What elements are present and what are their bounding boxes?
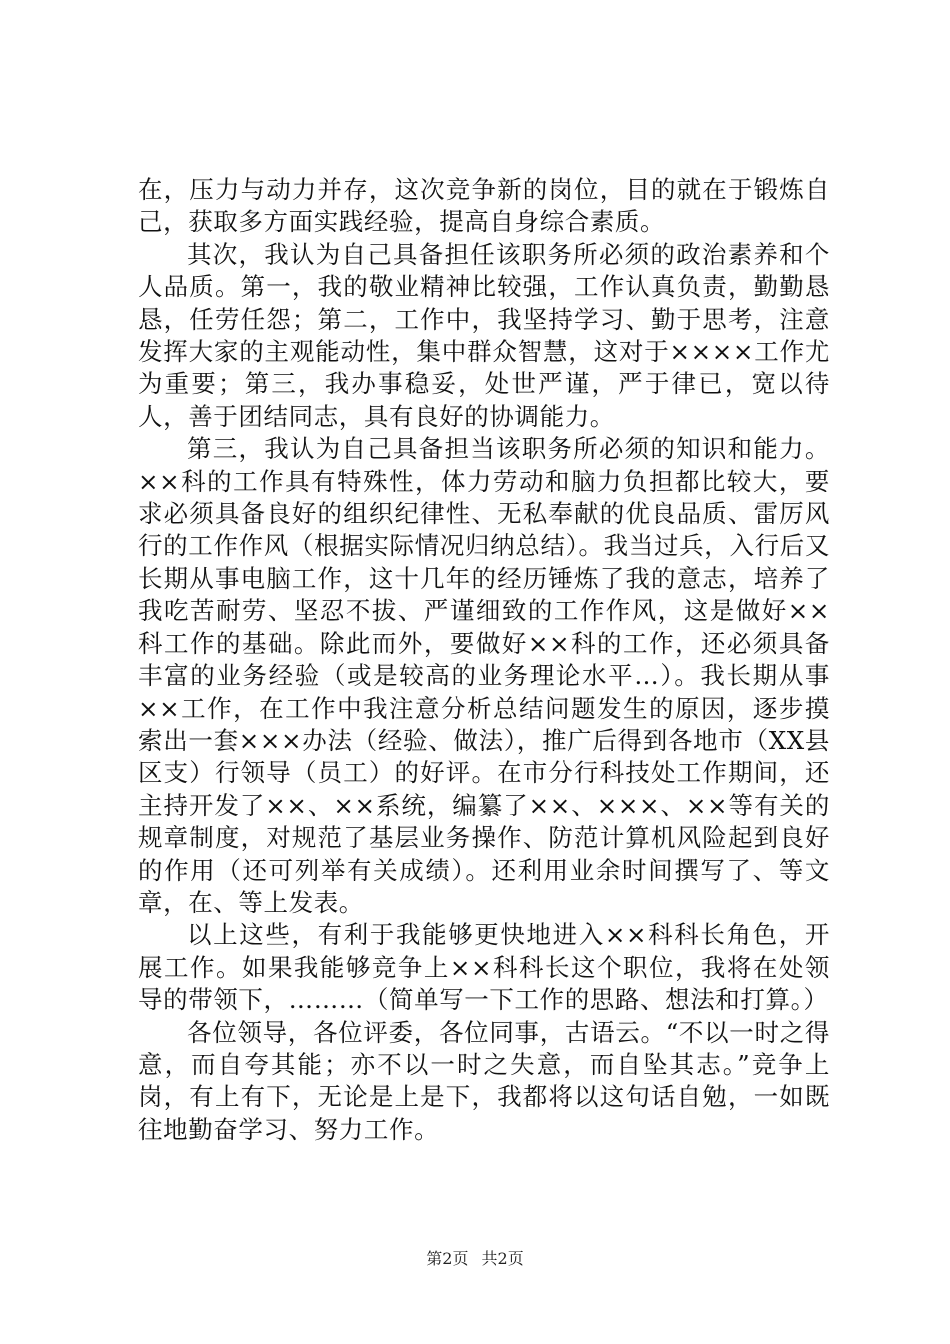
- page-number-current: 第2页: [426, 1249, 469, 1268]
- paragraph-4: 以上这些，有利于我能够更快地进入××科科长角色，开展工作。如果我能够竞争上××科科长这个职位，我将在处领导的带领下，………（简单写一下工作的思路、想法和打算。）: [138, 920, 830, 1015]
- paragraph-1: 在，压力与动力并存，这次竞争新的岗位，目的就在于锻炼自己，获取多方面实践经验，提高自身综合素质。: [138, 175, 830, 237]
- paragraph-5: 各位领导，各位评委，各位同事，古语云。“不以一时之得意，而自夸其能；亦不以一时之失意，而自坠其志。”竞争上岗，有上有下，无论是上是下，我都将以这句话自勉，一如既往地勤奋学习、努力工作。: [138, 1017, 830, 1144]
- page-number-total: 共2页: [481, 1249, 524, 1268]
- page-footer: [0, 1246, 950, 1269]
- document-body: [138, 174, 830, 1146]
- paragraph-2: 其次，我认为自己具备担任该职务所必须的政治素养和个人品质。第一，我的敬业精神比较强，工作认真负责，勤勤恳恳，任劳任怨；第二，工作中，我坚持学习、勤于思考，注意发挥大家的主观能动性，集中群众智慧，这对于××××工作尤为重要；第三，我办事稳妥，处世严谨，严于律已，宽以待人，善于团结同志，具有良好的协调能力。: [138, 239, 830, 431]
- paragraph-3: 第三，我认为自己具备担当该职务所必须的知识和能力。××科的工作具有特殊性，体力劳动和脑力负担都比较大，要求必须具备良好的组织纪律性、无私奉献的优良品质、雷厉风行的工作作风（根据实际情况归纳总结）。我当过兵，入行后又长期从事电脑工作，这十几年的经历锤炼了我的意志，培养了我吃苦耐劳、坚忍不拔、严谨细致的工作作风，这是做好××科工作的基础。除此而外，要做好××科的工作，还必须具备丰富的业务经验（或是较高的业务理论水平…）。我长期从事××工作，在工作中我注意分析总结问题发生的原因，逐步摸索出一套×××办法（经验、做法），推广后得到各地市（XX县区支）行领导（员工）的好评。在市分行科技处工作期间，还主持开发了××、××系统，编纂了××、×××、××等有关的规章制度，对规范了基层业务操作、防范计算机风险起到良好的作用（还可列举有关成绩）。还利用业余时间撰写了、等文章，在、等上发表。: [138, 434, 830, 917]
